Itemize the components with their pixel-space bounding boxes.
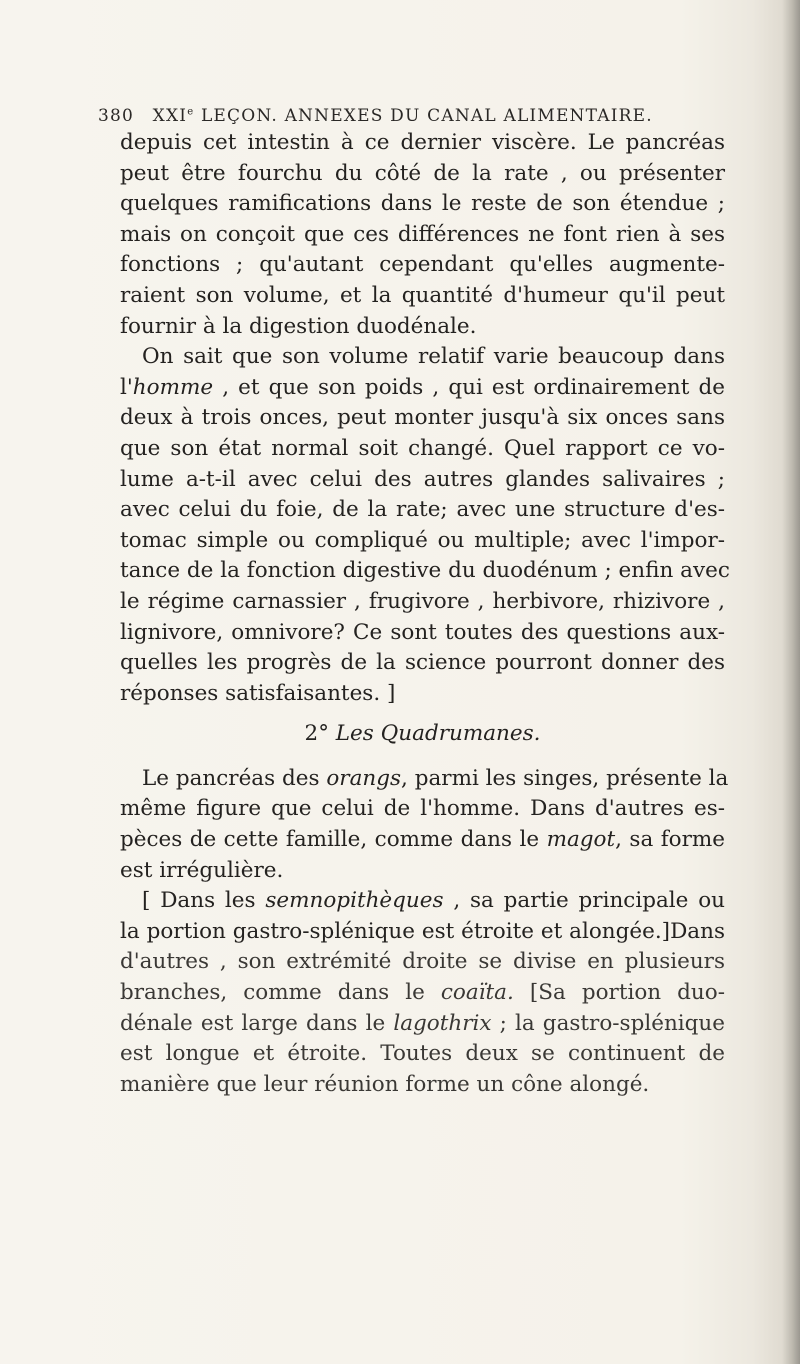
text-line (120, 587, 725, 618)
text-segment: deux à trois onces, peut monter jusqu'à six onces sans (120, 405, 725, 431)
text-segment: [Sa portion duo- (513, 980, 725, 1006)
text-segment: le régime carnassier , frugivore , herbivore, rhizivore , (120, 588, 725, 614)
body-text (120, 128, 730, 1100)
text-line (120, 342, 725, 373)
text-line (120, 220, 725, 251)
text-segment: , et que son poids , qui est ordinairement de (213, 374, 725, 400)
text-line (120, 403, 725, 434)
italic-term: Les Quadrumanes. (335, 721, 541, 747)
text-segment: [ Dans les (142, 888, 266, 914)
text-line (120, 189, 725, 220)
italic-term: coaïta. (440, 980, 514, 1006)
text-line (120, 495, 725, 526)
italic-term: orangs (326, 765, 402, 791)
text-segment: manière que leur réunion forme un cône alongé. (120, 1071, 650, 1097)
text-segment: même figure que celui de l'homme. Dans d'autres es- (120, 796, 725, 822)
text-line (120, 679, 725, 710)
text-line (120, 719, 725, 750)
text-segment: tance de la fonction digestive du duodénum ; enfin avec (120, 558, 730, 584)
text-segment: mais on conçoit que ces différences ne font rien à ses (120, 221, 725, 247)
text-line (120, 556, 730, 587)
text-line (120, 465, 725, 496)
text-line (120, 373, 725, 404)
text-line (120, 281, 725, 312)
italic-term: semnopithèques (265, 888, 444, 914)
text-segment: que son état normal soit changé. Quel rapport ce vo- (120, 435, 725, 461)
text-segment: ; la gastro-splénique (491, 1010, 725, 1036)
lesson-number: XXIe (152, 106, 195, 126)
text-segment: l' (120, 374, 133, 400)
text-segment: Le pancréas des (142, 765, 327, 791)
text-line (120, 917, 725, 948)
text-segment: , parmi les singes, présente la (401, 765, 729, 791)
italic-term: magot (546, 827, 616, 853)
text-segment: est irrégulière. (120, 857, 284, 883)
text-line (120, 312, 725, 343)
text-segment: quelles les progrès de la science pourront donner des (120, 650, 725, 676)
text-segment: lignivore, omnivore? Ce sont toutes des questions aux- (120, 619, 725, 645)
text-line (120, 250, 725, 281)
text-segment: fournir à la digestion duodénale. (120, 313, 477, 339)
text-line (120, 1009, 725, 1040)
text-segment: raient son volume, et la quantité d'humeur qu'il peut (120, 282, 725, 308)
text-line (120, 128, 725, 159)
text-segment: fonctions ; qu'autant cependant qu'elles augmente- (120, 252, 725, 278)
page-edge-shadow (782, 0, 800, 1364)
text-line (120, 1039, 725, 1070)
text-segment: On sait que son volume relatif varie beaucoup dans (142, 344, 725, 370)
italic-term: lagothrix (393, 1010, 492, 1036)
italic-term: homme (132, 374, 214, 400)
running-header (98, 106, 738, 126)
text-line (120, 794, 725, 825)
text-segment: avec celui du foie, de la rate; avec une structure d'es- (120, 497, 725, 523)
page-number: 380 (98, 106, 135, 126)
text-line (120, 1070, 725, 1101)
text-segment: pèces de cette famille, comme dans le (120, 827, 547, 853)
text-line (120, 978, 725, 1009)
text-segment: , sa forme (615, 827, 725, 853)
text-segment: est longue et étroite. Toutes deux se continuent de (120, 1041, 725, 1067)
text-segment: tomac simple ou compliqué ou multiple; avec l'impor- (120, 527, 725, 553)
text-line (120, 886, 725, 917)
running-title: LEÇON. ANNEXES DU CANAL ALIMENTAIRE. (200, 106, 653, 126)
text-line (120, 159, 725, 190)
text-line (120, 856, 725, 887)
text-segment: la portion gastro-splénique est étroite et alongée.]Dans (120, 918, 725, 944)
text-line (120, 947, 725, 978)
text-line (120, 648, 725, 679)
text-segment: depuis cet intestin à ce dernier viscère. Le pancréas (120, 130, 725, 155)
text-line (120, 526, 725, 557)
text-line (120, 764, 729, 795)
text-segment: , sa partie principale ou (443, 888, 725, 914)
text-segment: dénale est large dans le (120, 1010, 394, 1036)
text-segment: quelques ramifications dans le reste de son étendue ; (120, 191, 725, 217)
text-segment: branches, comme dans le (120, 980, 441, 1006)
text-segment: 2° (304, 721, 336, 747)
text-segment: d'autres , son extrémité droite se divise en plusieurs (120, 949, 725, 975)
text-line (120, 434, 725, 465)
text-segment: lume a-t-il avec celui des autres glandes salivaires ; (120, 466, 725, 492)
text-line (120, 825, 725, 856)
text-line (120, 618, 725, 649)
text-segment: réponses satisfaisantes. ] (120, 680, 396, 706)
text-segment: peut être fourchu du côté de la rate , ou présenter (120, 160, 725, 186)
